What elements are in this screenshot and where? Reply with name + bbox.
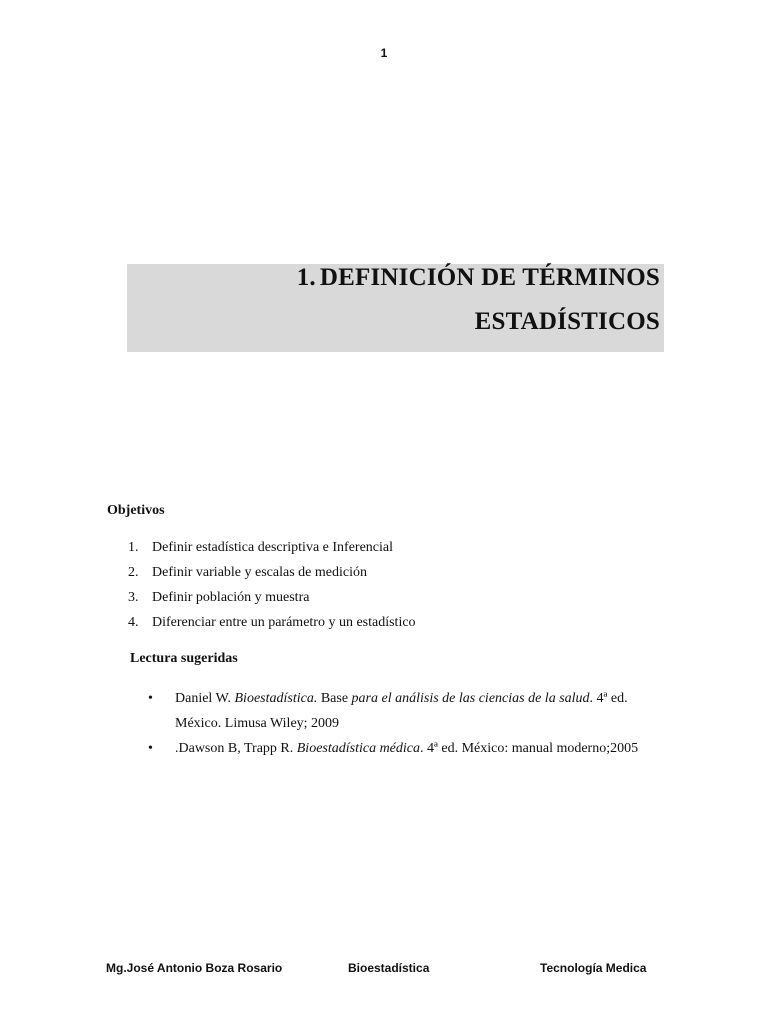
page-number: 1	[380, 46, 388, 60]
objective-item	[128, 563, 416, 588]
objective-text: Definir variable y escalas de medición	[152, 565, 367, 580]
reading-author: Daniel W.	[175, 691, 235, 706]
objective-item	[128, 613, 416, 638]
objective-number: 2.	[128, 565, 139, 580]
reading-publication: . 4ª ed. México. Limusa Wiley; 2009	[175, 691, 628, 731]
reading-item	[148, 686, 668, 736]
objective-text: Diferenciar entre un parámetro y un estadístico	[152, 615, 416, 630]
footer-course: Bioestadística	[348, 961, 430, 975]
footer-author: Mg.José Antonio Boza Rosario	[106, 961, 283, 975]
chapter-title-line-1	[297, 264, 660, 292]
chapter-title-banner	[127, 264, 664, 352]
objective-item	[128, 538, 416, 563]
footer-program: Tecnología Medica	[540, 961, 647, 975]
readings-heading: Lectura sugeridas	[130, 651, 238, 666]
reading-title: Bioestadística médica	[296, 741, 421, 756]
bullet-icon: •	[148, 691, 153, 706]
reading-subtitle: para el análisis de las ciencias de la salud	[351, 691, 590, 706]
bullet-icon: •	[148, 741, 153, 756]
objective-text: Definir estadística descriptiva e Inferencial	[152, 540, 393, 555]
objective-text: Definir población y muestra	[152, 590, 310, 605]
reading-text: Base	[317, 691, 352, 706]
objectives-list	[128, 538, 416, 638]
reading-publication: . 4ª ed. México: manual moderno;2005	[420, 741, 639, 756]
objective-number: 4.	[128, 615, 139, 630]
chapter-number: 1.	[296, 264, 316, 291]
reading-item	[148, 736, 668, 761]
reading-author: .Dawson B, Trapp R.	[175, 741, 297, 756]
objective-number: 3.	[128, 590, 139, 605]
chapter-title-line-2: ESTADÍSTICOS	[474, 308, 660, 335]
readings-list	[148, 686, 668, 761]
objective-number: 1.	[128, 540, 139, 555]
reading-title: Bioestadística.	[234, 691, 318, 706]
objectives-heading: Objetivos	[107, 503, 165, 518]
objective-item	[128, 588, 416, 613]
chapter-title-text-1: DEFINICIÓN DE TÉRMINOS	[319, 264, 660, 291]
